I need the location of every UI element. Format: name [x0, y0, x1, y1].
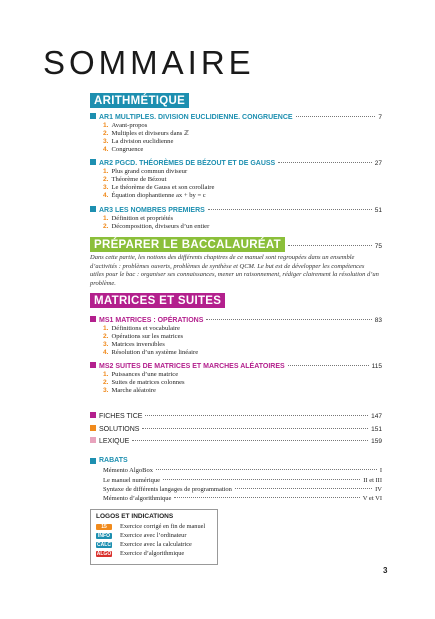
legend-row: INFO Exercice avec l’ordinateur — [96, 532, 186, 539]
square-bullet-icon — [90, 113, 96, 119]
square-bullet-icon — [90, 159, 96, 165]
rabats-heading: RABATS — [90, 457, 128, 464]
rabat-item[interactable]: Le manuel numérique II et III — [103, 477, 382, 484]
chapter-title: PGCD. THÉORÈMES DE BÉZOUT ET DE GAUSS — [114, 160, 276, 167]
square-bullet-icon — [90, 362, 96, 368]
leader-dots — [142, 428, 368, 429]
leader-dots — [132, 440, 368, 441]
bac-intro-text: Dans cette partie, les notions des différents chapitres de ce manuel sont regroupées dans un ensemble d’activités : problèmes ouverts, problèmes de synthèse et QCM. Le but est de développer les compétences utiles pour le bac : organiser ses connaissances, mener un raisonnement, rédiger clairement la résolution d’un problème. — [90, 254, 379, 287]
list-item: 2. Multiples et diviseurs dans ℤ — [103, 130, 189, 137]
square-bullet-icon — [90, 412, 96, 418]
chapter-page: 27 — [374, 160, 382, 167]
list-item: 1. Plus grand commun diviseur — [103, 168, 188, 175]
page-title: SOMMAIRE — [43, 44, 255, 81]
square-bullet-icon — [90, 458, 96, 464]
leader-dots — [296, 116, 376, 117]
list-item: 3. La division euclidienne — [103, 138, 174, 145]
chapter-ms2[interactable] — [90, 362, 382, 370]
chapter-code: AR3 — [99, 207, 114, 214]
entry-label: LEXIQUE — [99, 438, 130, 445]
chapter-code: AR1 — [99, 114, 114, 121]
chapter-code: MS1 — [99, 317, 114, 324]
list-item: 2. Décomposition, diviseurs d’un entier — [103, 223, 210, 230]
chapter-page: 83 — [374, 317, 382, 324]
chapter-title: SUITES DE MATRICES ET MARCHES ALÉATOIRES — [115, 363, 285, 370]
list-item: 2. Opérations sur les matrices — [103, 333, 184, 340]
chapter-ar1[interactable] — [90, 113, 382, 121]
entry-label: FICHES TICE — [99, 413, 143, 420]
list-item: 4. Congruence — [103, 146, 144, 153]
leader-dots — [206, 319, 371, 320]
leader-dots — [145, 415, 368, 416]
corrected-exercise-icon: 15 — [96, 524, 112, 530]
entry-fiches-tice[interactable] — [90, 412, 382, 420]
legend-row: ALGO Exercice d’algorithmique — [96, 550, 185, 557]
chapter-ar1-items — [103, 122, 189, 154]
legend-box — [90, 509, 218, 565]
chapter-ms2-items — [103, 371, 185, 395]
algo-icon: ALGO — [96, 550, 112, 557]
chapter-title: MULTIPLES. DIVISION EUCLIDIENNE. CONGRUENCE — [114, 114, 293, 121]
list-item: 1. Définition et propriétés — [103, 215, 174, 222]
square-bullet-icon — [90, 437, 96, 443]
chapter-page: 7 — [378, 114, 382, 121]
list-item: 1. Puissances d’une matrice — [103, 371, 179, 378]
leader-dots — [278, 162, 372, 163]
section-banner-matrices: MATRICES ET SUITES — [90, 293, 225, 308]
chapter-title: MATRICES : OPÉRATIONS — [115, 317, 204, 324]
leader-dots — [288, 365, 369, 366]
entry-page: 151 — [371, 426, 382, 433]
info-icon: INFO — [96, 533, 112, 539]
legend-row: CALC Exercice avec la calculatrice — [97, 541, 192, 548]
square-bullet-icon — [90, 316, 96, 322]
list-item: 2. Suites de matrices colonnes — [103, 379, 185, 386]
square-bullet-icon — [90, 206, 96, 212]
section-banner-arithmetique: ARITHMÉTIQUE — [90, 93, 189, 108]
calc-icon: CALC — [97, 541, 111, 548]
chapter-ar3-items — [103, 215, 209, 231]
section-bac[interactable] — [90, 237, 382, 252]
legend-row: 15 Exercice corrigé en fin de manuel — [96, 523, 205, 530]
square-bullet-icon — [90, 425, 96, 431]
chapter-page: 51 — [374, 207, 382, 214]
chapter-code: AR2 — [99, 160, 114, 167]
leader-dots — [288, 245, 372, 246]
rabat-item[interactable]: Mémento d’algorithmique V et VI — [103, 495, 382, 502]
legend-title: LOGOS ET INDICATIONS — [96, 513, 174, 520]
rabat-item[interactable]: Syntaxe de différents langages de programmation IV — [103, 486, 382, 493]
list-item: 3. Marche aléatoire — [103, 387, 156, 394]
leader-dots — [208, 209, 372, 210]
list-item: 3. Matrices inversibles — [103, 341, 165, 348]
entry-label: SOLUTIONS — [99, 426, 140, 433]
page-number: 3 — [383, 566, 388, 575]
chapter-page: 115 — [371, 363, 382, 370]
chapter-title: LES NOMBRES PREMIERS — [114, 207, 205, 214]
chapter-ms1[interactable] — [90, 316, 382, 324]
entry-lexique[interactable] — [90, 437, 382, 445]
section-banner-bac: PRÉPARER LE BACCALAURÉAT — [90, 237, 285, 252]
entry-page: 159 — [371, 438, 382, 445]
chapter-ar2[interactable] — [90, 159, 382, 167]
chapter-ar2-items — [103, 168, 214, 200]
list-item: 4. Résolution d’un système linéaire — [103, 349, 199, 356]
rabat-item[interactable]: Mémento AlgoBox I — [103, 467, 382, 474]
chapter-ar3[interactable] — [90, 206, 382, 214]
list-item: 1. Définitions et vocabulaire — [103, 325, 180, 332]
chapter-ms1-items — [103, 325, 198, 357]
list-item: 1. Avant-propos — [103, 122, 148, 129]
chapter-code: MS2 — [99, 363, 114, 370]
entry-page: 147 — [371, 413, 382, 420]
bac-page: 75 — [374, 243, 382, 250]
list-item: 4. Équation diophantienne ax + by = c — [103, 192, 206, 199]
list-item: 2. Théorème de Bézout — [103, 176, 167, 183]
entry-solutions[interactable] — [90, 425, 382, 433]
list-item: 3. Le théorème de Gauss et son corollaire — [103, 184, 215, 191]
